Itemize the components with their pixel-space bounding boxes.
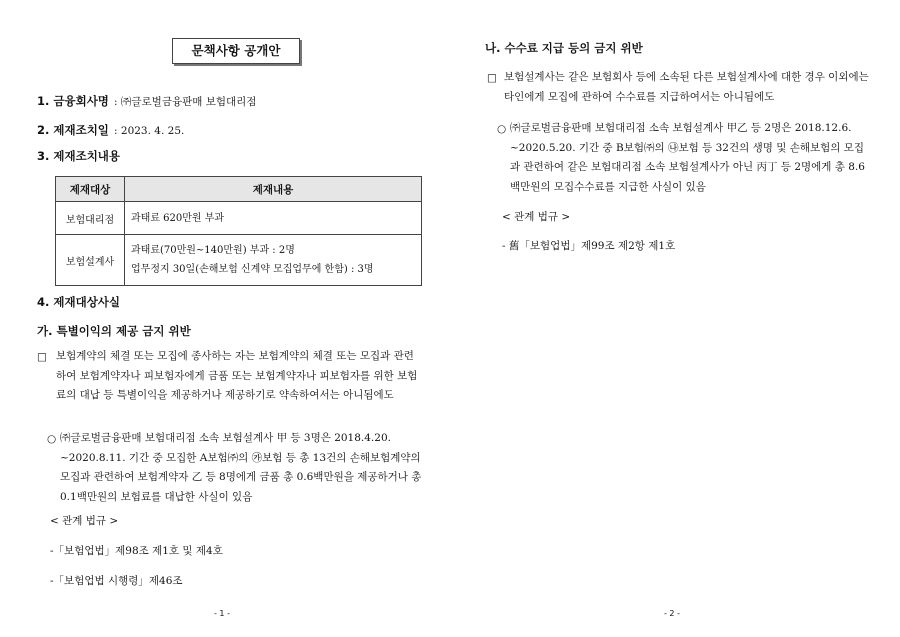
table-row <box>56 202 422 235</box>
law-heading: < 관계 법규 > <box>502 211 571 223</box>
table-cell-content: 과태료 620만원 부과 <box>125 202 422 235</box>
section-2 <box>37 119 184 138</box>
table-header-row <box>56 177 422 202</box>
section-1 <box>37 90 256 109</box>
circle-paragraph: ㈜글로벌금융판매 보험대리점 소속 보험설계사 甲乙 등 2명은 2018.12.6. ~2020.5.20. 기간 중 B보험㈜의 ㉯보험 등 32건의 생명 및 손해보험의 모집과 관련하여 같은 보험대리점 소속 보험설계사가 아닌 丙丁 등 2명에게 총 8.6백만원의 모집수수료를 지급한 사실이 있음 <box>510 122 865 193</box>
page-title: 문책사항 공개안 <box>172 38 300 64</box>
subsection-ga: 가. 특별이익의 제공 금지 위반 <box>37 324 191 338</box>
law-heading: < 관계 법규 > <box>50 515 119 527</box>
page-2 <box>450 0 900 637</box>
table-row <box>56 235 422 286</box>
table-header-content: 제재내용 <box>125 177 422 202</box>
table-cell-content <box>125 235 422 286</box>
circle-paragraph: ㈜글로벌금융판매 보험대리점 소속 보험설계사 甲 등 3명은 2018.4.20. ~2020.8.11. 기간 중 모집한 A보험㈜의 ㉮보험 등 총 13건의 손해보험계약의 모집과 관련하여 보험계약자 乙 등 8명에게 금품 총 0.6백만원을 제공하거나 총 0.1백만원의 보험료를 대납한 사실이 있음 <box>60 432 422 503</box>
page-number: - 1 - <box>214 609 230 618</box>
box-bullet-icon: □ <box>487 72 497 84</box>
section-4-label: 4. 제재대상사실 <box>37 295 121 309</box>
sanction-date: : 2023. 4. 25. <box>114 125 185 137</box>
subsection-na: 나. 수수료 지급 등의 금지 위반 <box>485 41 643 55</box>
circle-bullet-icon: ○ <box>47 433 57 445</box>
section-2-label: 2. 제재조치일 <box>37 123 109 137</box>
table-cell-target: 보험설계사 <box>56 235 125 286</box>
company-name: : ㈜글로벌금융판매 보험대리점 <box>114 96 257 108</box>
box-paragraph: 보험계약의 체결 또는 모집에 종사하는 자는 보험계약의 체결 또는 모집과 관련하여 보험계약자나 피보험자에게 금품 또는 보험계약자나 피보험자를 위한 보험료의 대납 등 특별이익을 제공하거나 제공하기로 약속하여서는 아니됨에도 <box>56 350 418 401</box>
sanction-table <box>55 176 422 286</box>
table-cell-line: 업무정지 30일(손해보험 신계약 모집업무에 한함) : 3명 <box>131 264 374 275</box>
page-number: - 2 - <box>664 609 680 618</box>
table-cell-target: 보험대리점 <box>56 202 125 235</box>
section-3-label: 3. 제재조치내용 <box>37 149 121 163</box>
law-item: -「보험업법 시행령」제46조 <box>50 575 183 587</box>
law-item: -「보험업법」제98조 제1호 및 제4호 <box>50 545 223 557</box>
box-bullet-icon: □ <box>37 351 47 363</box>
table-cell-line: 과태료(70만원~140만원) 부과 : 2명 <box>131 245 295 256</box>
law-item: - 舊「보험업법」제99조 제2항 제1호 <box>502 240 676 252</box>
table-header-target: 제재대상 <box>56 177 125 202</box>
box-paragraph: 보험설계사는 같은 보험회사 등에 소속된 다른 보험설계사에 대한 경우 이외에는 타인에게 모집에 관하여 수수료를 지급하여서는 아니됨에도 <box>504 71 869 103</box>
circle-bullet-icon: ○ <box>497 123 507 135</box>
section-1-label: 1. 금융회사명 <box>37 94 109 108</box>
